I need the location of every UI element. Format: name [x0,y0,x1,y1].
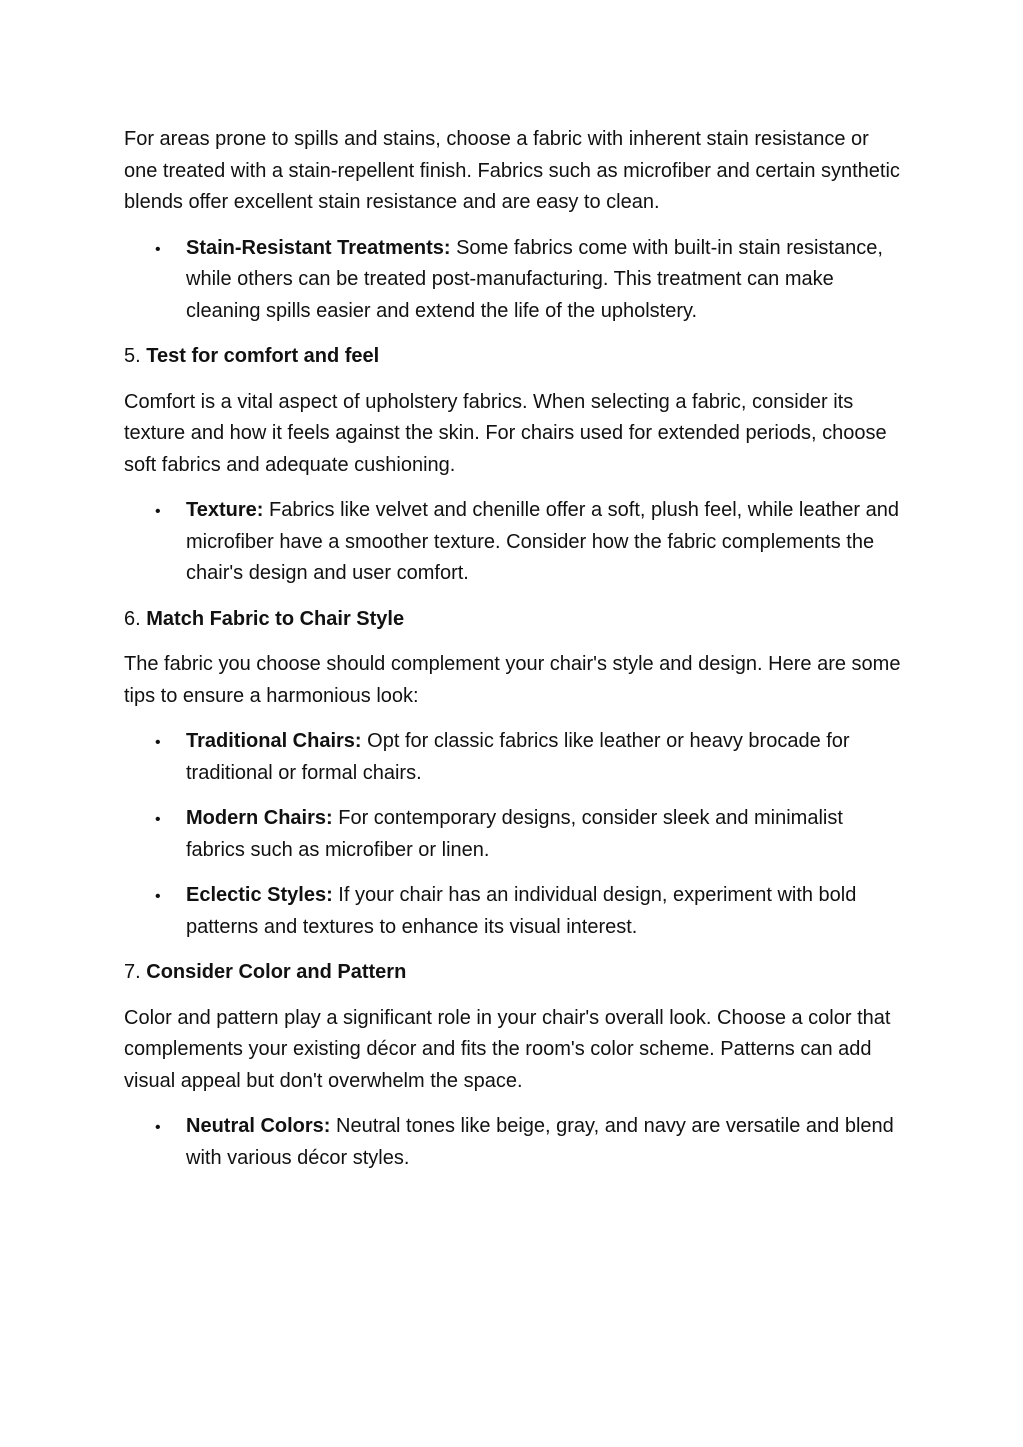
section-7-heading [124,957,904,989]
section-5-paragraph: Comfort is a vital aspect of upholstery fabrics. When selecting a fabric, consider its texture and how it feels against the skin. For chairs used for extended periods, choose soft fabrics and adequate cushioning. [124,390,887,476]
list-item-eclectic-styles [186,880,904,943]
bullet-term: Texture: [186,499,264,521]
section-6-heading [124,604,904,636]
section-6-paragraph: The fabric you choose should complement your chair's style and design. Here are some tips to ensure a harmonious look: [124,653,901,707]
bullet-text: Opt for classic fabrics like leather or heavy brocade for traditional or formal chairs. [186,730,850,784]
bullet-term: Modern Chairs: [186,807,333,829]
section-7-bullet-list [124,1111,904,1174]
bullet-text: Some fabrics come with built-in stain resistance, while others can be treated post-manufacturing. This treatment can make cleaning spills easier and extend the life of the upholstery. [186,236,883,322]
bullet-text: For contemporary designs, consider sleek and minimalist fabrics such as microfiber or linen. [186,807,843,861]
bullet-text: Neutral tones like beige, gray, and navy are versatile and blend with various décor styles. [186,1115,894,1169]
list-item-texture [186,495,904,590]
bullet-text: If your chair has an individual design, experiment with bold patterns and textures to enhance its visual interest. [186,884,857,938]
bullet-icon [155,233,165,266]
section-number: 7. [124,961,147,983]
bullet-icon [155,1111,165,1144]
bullet-term: Eclectic Styles: [186,884,333,906]
section-5-bullet-list [124,495,904,590]
bullet-text: Fabrics like velvet and chenille offer a soft, plush feel, while leather and microfiber have a smoother texture. Consider how the fabric complements the chair's design and user comfort. [186,499,899,584]
section-number: 5. [124,345,147,367]
section-title: Consider Color and Pattern [146,961,407,983]
document-body [124,124,904,1188]
bullet-icon [155,726,165,759]
bullet-term: Neutral Colors: [186,1115,331,1137]
list-item-stain-resistant [186,233,904,328]
bullet-icon [155,880,165,913]
section-title: Test for comfort and feel [146,345,380,367]
list-item-traditional-chairs [186,726,904,789]
list-item-neutral-colors [186,1111,904,1174]
section-7-paragraph: Color and pattern play a significant role in your chair's overall look. Choose a color that complements your existing décor and fits the room's color scheme. Patterns can add visual appeal but don't overwhelm the space. [124,1006,891,1092]
stain-bullet-list [124,233,904,328]
section-6-bullet-list [124,726,904,943]
intro-paragraph: For areas prone to spills and stains, choose a fabric with inherent stain resistance or one treated with a stain-repellent finish. Fabrics such as microfiber and certain synthetic blends offer excellent stain resistance and are easy to clean. [124,128,900,213]
bullet-icon [155,495,165,528]
bullet-term: Traditional Chairs: [186,730,362,752]
list-item-modern-chairs [186,803,904,866]
bullet-term: Stain-Resistant Treatments: [186,236,451,259]
section-number: 6. [124,607,147,630]
bullet-icon [155,803,165,836]
section-5-heading [124,341,904,373]
section-title: Match Fabric to Chair Style [146,607,405,630]
